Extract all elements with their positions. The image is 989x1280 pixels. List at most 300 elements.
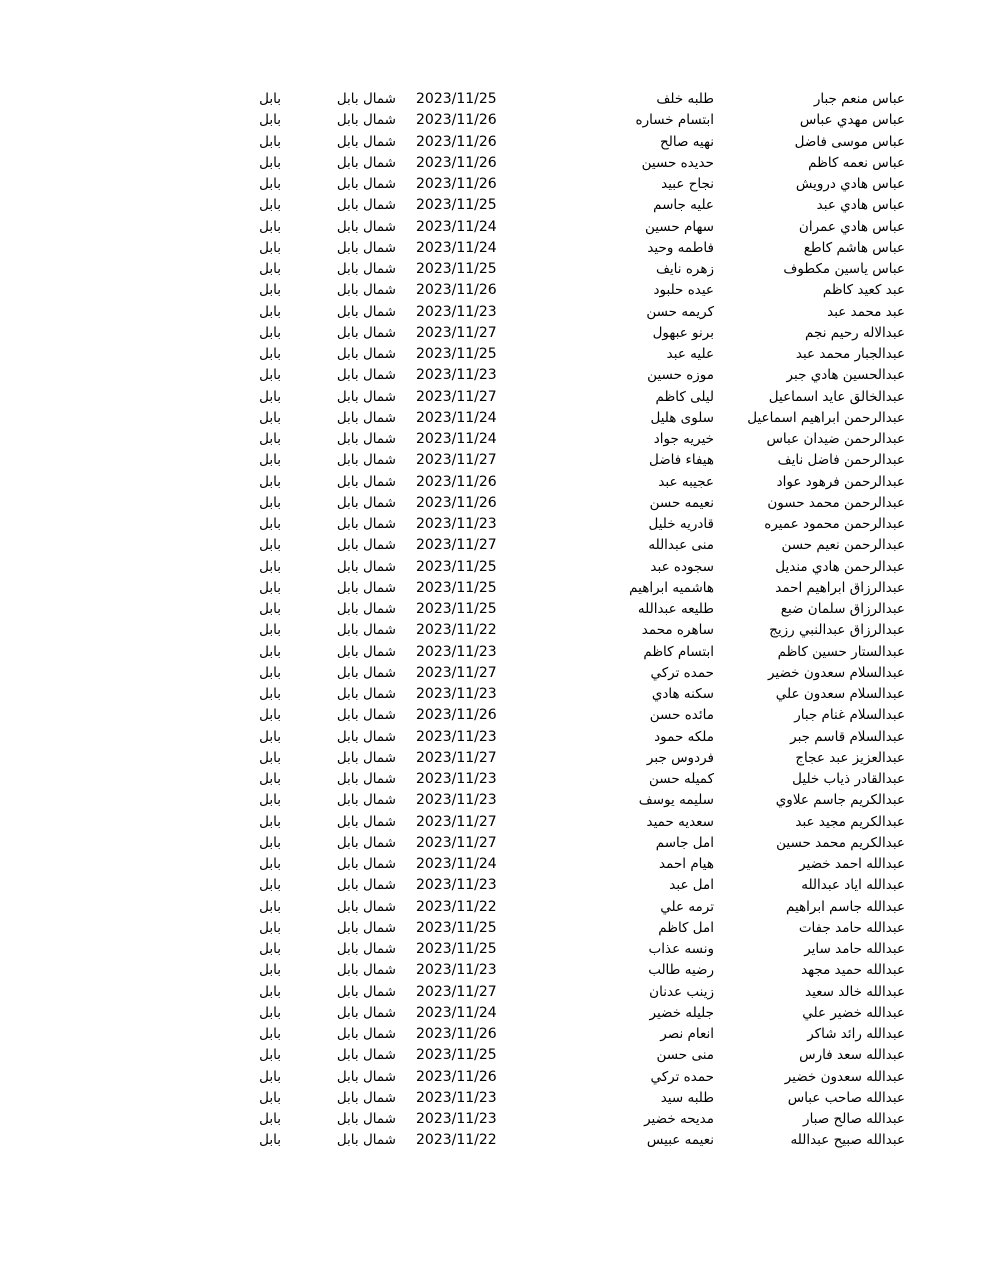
cell-district: شمال بابل	[336, 1068, 396, 1085]
cell-district: شمال بابل	[336, 388, 396, 405]
cell-name: عبدالرحمن فاضل نايف	[777, 452, 905, 469]
cell-district: شمال بابل	[336, 941, 396, 957]
cell-mother-name: زينب عدنان	[649, 983, 714, 1000]
cell-mother-name: ساهره محمد	[641, 622, 714, 639]
cell-district: شمال بابل	[336, 537, 396, 554]
cell-district: شمال بابل	[336, 749, 396, 766]
table-row	[0, 132, 989, 153]
cell-mother-name: زهره نايف	[655, 261, 714, 277]
cell-date: 2023/11/24	[416, 856, 497, 872]
cell-name: عبد كعيد كاظم	[822, 282, 905, 299]
cell-name: عبدالرزاق ابراهيم احمد	[775, 579, 905, 596]
cell-district: شمال بابل	[336, 409, 396, 426]
cell-date: 2023/11/25	[416, 197, 497, 214]
cell-district: شمال بابل	[336, 1026, 396, 1042]
table-row	[0, 153, 989, 174]
cell-district: شمال بابل	[336, 133, 396, 150]
cell-mother-name: كريمه حسن	[646, 303, 714, 320]
cell-district: شمال بابل	[336, 771, 396, 787]
cell-district: شمال بابل	[336, 282, 396, 299]
cell-date: 2023/11/22	[416, 622, 497, 639]
cell-name: عبدالله خالد سعيد	[804, 983, 905, 1000]
table-row	[0, 323, 989, 344]
cell-mother-name: عليه عبد	[666, 346, 714, 362]
cell-mother-name: نعيمه عبيس	[646, 1132, 714, 1149]
cell-name: عبدالحسين هادي جبر	[786, 367, 905, 384]
cell-mother-name: سعديه حميد	[646, 813, 714, 830]
cell-district: شمال بابل	[336, 792, 396, 809]
cell-mother-name: سجوده عبد	[650, 558, 714, 575]
cell-province: بابل	[259, 749, 281, 766]
cell-name: عبدالله اياد عبدالله	[801, 877, 905, 894]
table-row	[0, 89, 989, 110]
cell-date: 2023/11/23	[416, 516, 497, 532]
cell-date: 2023/11/27	[416, 983, 497, 1000]
cell-province: بابل	[259, 1068, 281, 1085]
cell-date: 2023/11/23	[416, 771, 497, 787]
cell-name: عبدالله صبيح عبدالله	[790, 1132, 905, 1149]
cell-district: شمال بابل	[336, 707, 396, 724]
cell-date: 2023/11/23	[416, 792, 497, 809]
cell-name: عبدالسلام سعدون علي	[775, 686, 905, 702]
cell-name: عباس مهدي عباس	[799, 112, 905, 129]
cell-date: 2023/11/26	[416, 1026, 497, 1042]
cell-name: عبدالسلام غنام جبار	[794, 707, 905, 724]
cell-name: عبدالرحمن هادي منديل	[775, 558, 905, 575]
cell-mother-name: فردوس جبر	[646, 749, 714, 766]
table-row	[0, 387, 989, 408]
cell-date: 2023/11/24	[416, 431, 497, 447]
cell-name: عبدالرزاق سلمان ضبع	[780, 601, 905, 617]
cell-district: شمال بابل	[336, 218, 396, 235]
cell-date: 2023/11/23	[416, 1089, 497, 1106]
cell-district: شمال بابل	[336, 494, 396, 511]
cell-province: بابل	[259, 601, 281, 617]
cell-district: شمال بابل	[336, 643, 396, 660]
table-row	[0, 238, 989, 259]
cell-name: عبدالله حامد ساير	[804, 941, 905, 957]
table-row	[0, 875, 989, 896]
cell-province: بابل	[259, 813, 281, 830]
cell-mother-name: ابتسام كاظم	[643, 643, 714, 660]
cell-province: بابل	[259, 388, 281, 405]
cell-name: عبدالله احمد خضير	[799, 856, 905, 872]
cell-date: 2023/11/26	[416, 1068, 497, 1085]
cell-date: 2023/11/25	[416, 91, 497, 107]
cell-mother-name: ونسه عذاب	[648, 941, 714, 957]
cell-date: 2023/11/22	[416, 1132, 497, 1149]
table-row	[0, 1130, 989, 1151]
cell-date: 2023/11/24	[416, 239, 497, 256]
cell-date: 2023/11/27	[416, 388, 497, 405]
cell-province: بابل	[259, 261, 281, 277]
cell-district: شمال بابل	[336, 473, 396, 490]
table-row	[0, 110, 989, 131]
table-row	[0, 557, 989, 578]
cell-date: 2023/11/27	[416, 452, 497, 469]
table-row	[0, 1088, 989, 1109]
cell-district: شمال بابل	[336, 664, 396, 681]
cell-province: بابل	[259, 983, 281, 1000]
table-row	[0, 620, 989, 641]
cell-province: بابل	[259, 1047, 281, 1064]
cell-province: بابل	[259, 919, 281, 936]
cell-province: بابل	[259, 282, 281, 299]
table-row	[0, 578, 989, 599]
cell-province: بابل	[259, 792, 281, 809]
cell-name: عبدالله خضير علي	[802, 1004, 905, 1021]
cell-date: 2023/11/24	[416, 218, 497, 235]
cell-date: 2023/11/25	[416, 941, 497, 957]
cell-province: بابل	[259, 941, 281, 957]
cell-mother-name: طلبه سيد	[660, 1089, 714, 1106]
cell-date: 2023/11/25	[416, 919, 497, 936]
cell-mother-name: منى حسن	[656, 1047, 714, 1064]
cell-province: بابل	[259, 558, 281, 575]
cell-name: عبدالعزيز عبد عجاج	[795, 749, 905, 766]
cell-date: 2023/11/26	[416, 112, 497, 129]
cell-province: بابل	[259, 834, 281, 851]
table-row	[0, 918, 989, 939]
cell-district: شمال بابل	[336, 1111, 396, 1127]
cell-mother-name: قادريه خليل	[648, 516, 714, 532]
cell-district: شمال بابل	[336, 686, 396, 702]
cell-province: بابل	[259, 303, 281, 320]
cell-district: شمال بابل	[336, 1089, 396, 1106]
cell-district: شمال بابل	[336, 154, 396, 171]
cell-province: بابل	[259, 962, 281, 979]
cell-mother-name: رضيه طالب	[648, 962, 714, 979]
cell-district: شمال بابل	[336, 962, 396, 979]
cell-district: شمال بابل	[336, 239, 396, 256]
table-row	[0, 408, 989, 429]
cell-district: شمال بابل	[336, 367, 396, 384]
cell-province: بابل	[259, 622, 281, 639]
cell-date: 2023/11/25	[416, 601, 497, 617]
cell-date: 2023/11/24	[416, 1004, 497, 1021]
cell-mother-name: هيام احمد	[659, 856, 714, 872]
cell-mother-name: سكنه هادي	[651, 686, 714, 702]
cell-district: شمال بابل	[336, 91, 396, 107]
cell-province: بابل	[259, 197, 281, 214]
cell-province: بابل	[259, 218, 281, 235]
cell-district: شمال بابل	[336, 728, 396, 745]
table-row	[0, 1109, 989, 1130]
table-row	[0, 195, 989, 216]
cell-name: عباس منعم جبار	[813, 91, 905, 107]
cell-name: عبدالله سعدون خضير	[784, 1068, 905, 1085]
cell-date: 2023/11/27	[416, 537, 497, 554]
cell-name: عبدالكريم محمد حسين	[776, 834, 905, 851]
cell-date: 2023/11/23	[416, 367, 497, 384]
cell-mother-name: انعام نصر	[660, 1026, 714, 1042]
table-row	[0, 705, 989, 726]
cell-province: بابل	[259, 579, 281, 596]
cell-date: 2023/11/22	[416, 898, 497, 915]
cell-date: 2023/11/23	[416, 686, 497, 702]
cell-province: بابل	[259, 771, 281, 787]
cell-mother-name: سليمه يوسف	[638, 792, 714, 809]
table-row	[0, 982, 989, 1003]
cell-date: 2023/11/23	[416, 728, 497, 745]
cell-district: شمال بابل	[336, 813, 396, 830]
cell-mother-name: امل كاظم	[658, 919, 714, 936]
cell-district: شمال بابل	[336, 1132, 396, 1149]
cell-district: شمال بابل	[336, 898, 396, 915]
cell-date: 2023/11/26	[416, 494, 497, 511]
cell-date: 2023/11/27	[416, 813, 497, 830]
cell-date: 2023/11/25	[416, 261, 497, 277]
cell-name: عبدالخالق عايد اسماعيل	[768, 388, 905, 405]
cell-date: 2023/11/27	[416, 834, 497, 851]
cell-date: 2023/11/26	[416, 473, 497, 490]
cell-province: بابل	[259, 239, 281, 256]
cell-mother-name: مائده حسن	[649, 707, 714, 724]
cell-name: عبدالرحمن فرهود عواد	[776, 473, 905, 490]
cell-mother-name: هيفاء فاضل	[648, 452, 714, 469]
cell-mother-name: ابتسام خساره	[635, 112, 714, 129]
cell-province: بابل	[259, 431, 281, 447]
cell-province: بابل	[259, 898, 281, 915]
cell-district: شمال بابل	[336, 601, 396, 617]
table-row	[0, 642, 989, 663]
cell-name: عبد محمد عبد	[827, 303, 905, 320]
cell-date: 2023/11/26	[416, 154, 497, 171]
cell-district: شمال بابل	[336, 431, 396, 447]
cell-district: شمال بابل	[336, 834, 396, 851]
table-row	[0, 939, 989, 960]
table-row	[0, 429, 989, 450]
cell-mother-name: امل عبد	[669, 877, 714, 894]
table-row	[0, 960, 989, 981]
cell-province: بابل	[259, 1132, 281, 1149]
cell-district: شمال بابل	[336, 579, 396, 596]
cell-mother-name: ترمه علي	[660, 898, 714, 915]
cell-mother-name: امل جاسم	[655, 834, 714, 851]
table-row	[0, 514, 989, 535]
cell-mother-name: حمده تركي	[650, 664, 714, 681]
cell-mother-name: حمده تركي	[650, 1068, 714, 1085]
cell-province: بابل	[259, 452, 281, 469]
cell-name: عبدالستار حسين كاظم	[777, 643, 905, 660]
cell-district: شمال بابل	[336, 346, 396, 362]
cell-mother-name: هاشميه ابراهيم	[629, 579, 714, 596]
table-row	[0, 748, 989, 769]
cell-name: عباس موسى فاضل	[794, 133, 905, 150]
cell-date: 2023/11/23	[416, 643, 497, 660]
table-row	[0, 280, 989, 301]
cell-province: بابل	[259, 473, 281, 490]
cell-province: بابل	[259, 877, 281, 894]
table-row	[0, 854, 989, 875]
cell-date: 2023/11/24	[416, 409, 497, 426]
cell-province: بابل	[259, 1089, 281, 1106]
cell-name: عباس ياسين مكطوف	[783, 261, 905, 277]
cell-name: عبدالرحمن ضيدان عباس	[766, 431, 905, 447]
cell-name: عباس هاشم كاطع	[803, 239, 905, 256]
cell-mother-name: ملكه حمود	[654, 728, 714, 745]
table-row	[0, 535, 989, 556]
cell-province: بابل	[259, 516, 281, 532]
cell-name: عباس هادي عبد	[816, 197, 905, 214]
cell-province: بابل	[259, 1004, 281, 1021]
cell-district: شمال بابل	[336, 516, 396, 532]
cell-name: عبدالله صاحب عباس	[787, 1089, 905, 1106]
cell-province: بابل	[259, 686, 281, 702]
cell-mother-name: ليلى كاظم	[655, 388, 714, 405]
cell-province: بابل	[259, 324, 281, 341]
table-row	[0, 365, 989, 386]
cell-province: بابل	[259, 133, 281, 150]
cell-mother-name: حديده حسين	[641, 154, 714, 171]
cell-name: عباس نعمه كاظم	[808, 154, 905, 171]
table-row	[0, 833, 989, 854]
cell-district: شمال بابل	[336, 176, 396, 192]
cell-date: 2023/11/25	[416, 579, 497, 596]
cell-date: 2023/11/23	[416, 962, 497, 979]
cell-date: 2023/11/26	[416, 133, 497, 150]
cell-name: عبدالرحمن ابراهيم اسماعيل	[747, 409, 905, 426]
table-row	[0, 1003, 989, 1024]
cell-province: بابل	[259, 537, 281, 554]
table-row	[0, 769, 989, 790]
table-row	[0, 790, 989, 811]
cell-name: عبدالكريم مجيد عبد	[795, 813, 905, 830]
cell-name: عبدالرزاق عبدالنبي رزيج	[769, 622, 905, 639]
cell-mother-name: سهام حسين	[644, 218, 714, 235]
cell-province: بابل	[259, 856, 281, 872]
cell-date: 2023/11/23	[416, 1111, 497, 1127]
cell-district: شمال بابل	[336, 1004, 396, 1021]
cell-district: شمال بابل	[336, 877, 396, 894]
cell-name: عبدالله رائد شاكر	[807, 1026, 905, 1042]
cell-province: بابل	[259, 367, 281, 384]
table-row	[0, 684, 989, 705]
cell-name: عبدالله صالح صبار	[803, 1111, 905, 1127]
cell-date: 2023/11/26	[416, 707, 497, 724]
cell-district: شمال بابل	[336, 919, 396, 936]
cell-date: 2023/11/23	[416, 877, 497, 894]
cell-name: عباس هادي عمران	[798, 218, 905, 235]
cell-province: بابل	[259, 346, 281, 362]
cell-name: عبدالرحمن نعيم حسن	[781, 537, 905, 554]
cell-name: عبدالاله رحيم نجم	[805, 324, 905, 341]
cell-name: عبدالرحمن محمد حسون	[767, 494, 905, 511]
cell-mother-name: خيريه جواد	[653, 431, 714, 447]
cell-province: بابل	[259, 91, 281, 107]
table-row	[0, 812, 989, 833]
cell-date: 2023/11/27	[416, 324, 497, 341]
cell-province: بابل	[259, 176, 281, 192]
table-row	[0, 302, 989, 323]
table-row	[0, 897, 989, 918]
cell-mother-name: مديحه خضير	[644, 1111, 714, 1127]
cell-date: 2023/11/27	[416, 664, 497, 681]
cell-district: شمال بابل	[336, 261, 396, 277]
table-row	[0, 1067, 989, 1088]
cell-province: بابل	[259, 643, 281, 660]
cell-province: بابل	[259, 494, 281, 511]
table-row	[0, 344, 989, 365]
cell-name: عبدالله حميد مجهد	[801, 962, 905, 979]
cell-mother-name: نجاح عبيد	[661, 176, 714, 192]
table-row	[0, 174, 989, 195]
cell-province: بابل	[259, 1026, 281, 1042]
cell-mother-name: عليه جاسم	[653, 197, 714, 214]
cell-name: عبدالسلام سعدون خضير	[767, 664, 905, 681]
cell-name: عبدالله جاسم ابراهيم	[785, 898, 905, 915]
cell-district: شمال بابل	[336, 983, 396, 1000]
cell-name: عباس هادي درويش	[795, 176, 905, 192]
cell-province: بابل	[259, 409, 281, 426]
cell-date: 2023/11/26	[416, 176, 497, 192]
cell-district: شمال بابل	[336, 324, 396, 341]
records-table	[0, 89, 989, 1152]
cell-name: عبدالسلام قاسم جبر	[790, 728, 905, 745]
cell-mother-name: كميله حسن	[649, 771, 714, 787]
cell-mother-name: عيده حلبود	[653, 282, 714, 299]
cell-name: عبدالرحمن محمود عميره	[764, 516, 905, 532]
cell-district: شمال بابل	[336, 303, 396, 320]
table-row	[0, 599, 989, 620]
cell-name: عبدالكريم جاسم علاوي	[775, 792, 905, 809]
table-row	[0, 493, 989, 514]
cell-province: بابل	[259, 1111, 281, 1127]
cell-district: شمال بابل	[336, 622, 396, 639]
cell-district: شمال بابل	[336, 856, 396, 872]
table-row	[0, 217, 989, 238]
cell-province: بابل	[259, 664, 281, 681]
cell-mother-name: جليله خضير	[649, 1004, 714, 1021]
cell-mother-name: موزه حسين	[647, 367, 714, 384]
table-row	[0, 1045, 989, 1066]
cell-date: 2023/11/25	[416, 558, 497, 575]
table-row	[0, 663, 989, 684]
cell-mother-name: طليعه عبدالله	[637, 601, 714, 617]
cell-mother-name: عجيبه عبد	[658, 473, 714, 490]
table-row	[0, 727, 989, 748]
cell-province: بابل	[259, 707, 281, 724]
cell-mother-name: منى عبدالله	[648, 537, 714, 554]
cell-district: شمال بابل	[336, 558, 396, 575]
table-row	[0, 450, 989, 471]
cell-district: شمال بابل	[336, 1047, 396, 1064]
cell-date: 2023/11/23	[416, 303, 497, 320]
cell-date: 2023/11/25	[416, 1047, 497, 1064]
cell-mother-name: فاطمه وحيد	[647, 239, 714, 256]
cell-district: شمال بابل	[336, 197, 396, 214]
cell-date: 2023/11/26	[416, 282, 497, 299]
cell-province: بابل	[259, 728, 281, 745]
cell-mother-name: نعيمه حسن	[649, 494, 714, 511]
cell-district: شمال بابل	[336, 452, 396, 469]
cell-mother-name: سلوى هليل	[650, 409, 714, 426]
table-row	[0, 1024, 989, 1045]
cell-name: عبدالجبار محمد عبد	[795, 346, 905, 362]
cell-date: 2023/11/25	[416, 346, 497, 362]
cell-name: عبدالله سعد فارس	[799, 1047, 905, 1064]
cell-mother-name: برنو عبهول	[652, 324, 714, 341]
cell-mother-name: نهيه صالح	[660, 133, 714, 150]
table-row	[0, 472, 989, 493]
cell-province: بابل	[259, 112, 281, 129]
cell-date: 2023/11/27	[416, 749, 497, 766]
cell-name: عبدالقادر ذياب خليل	[792, 771, 905, 787]
cell-name: عبدالله حامد جفات	[798, 919, 905, 936]
table-row	[0, 259, 989, 280]
cell-province: بابل	[259, 154, 281, 171]
cell-mother-name: طلبه خلف	[656, 91, 714, 107]
